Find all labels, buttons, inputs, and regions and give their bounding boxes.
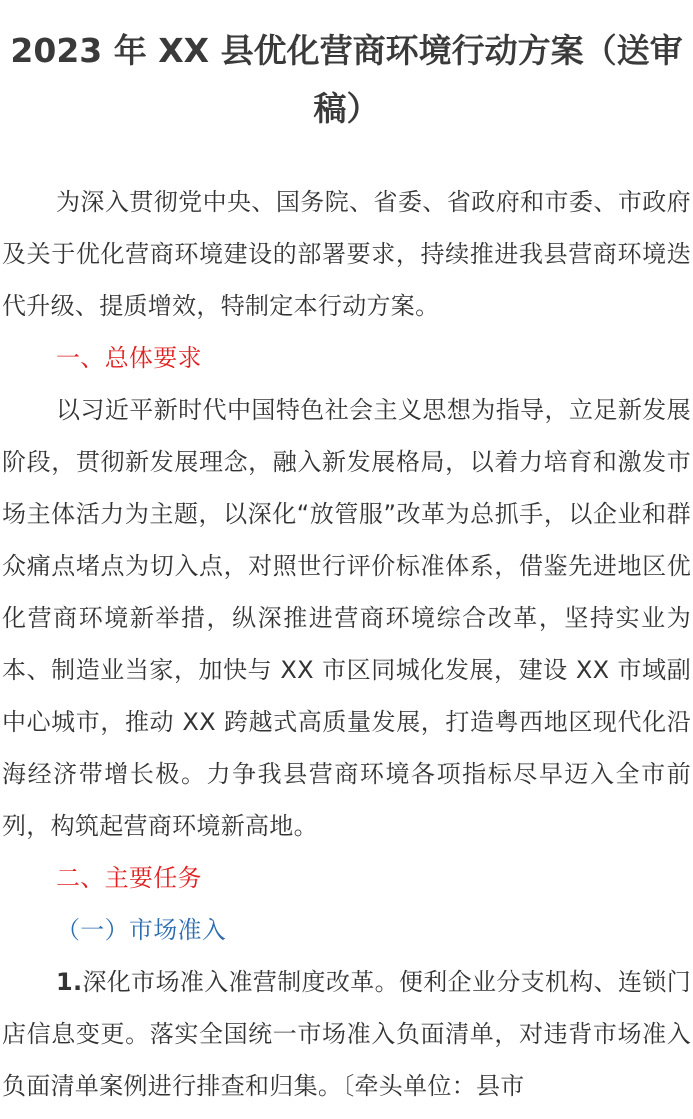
document-page [0,22,693,1119]
document-title: 2023 年 XX 县优化营商环境行动方案（送审稿） [10,31,683,128]
section-heading-main-tasks: 二、主要任务 [56,864,202,892]
overall-requirements-paragraph: 以习近平新时代中国特色社会主义思想为指导，立足新发展阶段，贯彻新发展理念，融入新发展格局，以着力培育和激发市场主体活力为主题，以深化“放管服”改革为总抓手，以企业和群众痛点堵点为切入点，对照世行评价标准体系，借鉴先进地区优化营商环境新举措，纵深推进营商环境综合改革，坚持实业为本、制造业当家，加快与 XX 市区同城化发展，建设 XX 市域副中心城市，推动 XX 跨越式高质量发展，打造粤西地区现代化沿海经济带增长极。力争我县营商环境各项指标尽早迈入全市前列，构筑起营商环境新高地。 [2,396,691,840]
subsection-heading-market-access: （一）市场准入 [56,916,227,944]
task-item-text: 深化市场准入准营制度改革。便利企业分支机构、连锁门店信息变更。落实全国统一市场准入负面清单，对违背市场准入负面清单案例进行排查和归集。〔牵头单位：县市 [2,968,691,1100]
document-body [0,176,693,1112]
section-heading-overall-requirements: 一、总体要求 [56,344,202,372]
task-item-number: 1. [56,968,83,996]
intro-paragraph: 为深入贯彻党中央、国务院、省委、省政府和市委、市政府及关于优化营商环境建设的部署要求，持续推进我县营商环境迭代升级、提质增效，特制定本行动方案。 [2,188,691,320]
task-item-1 [0,956,693,1112]
